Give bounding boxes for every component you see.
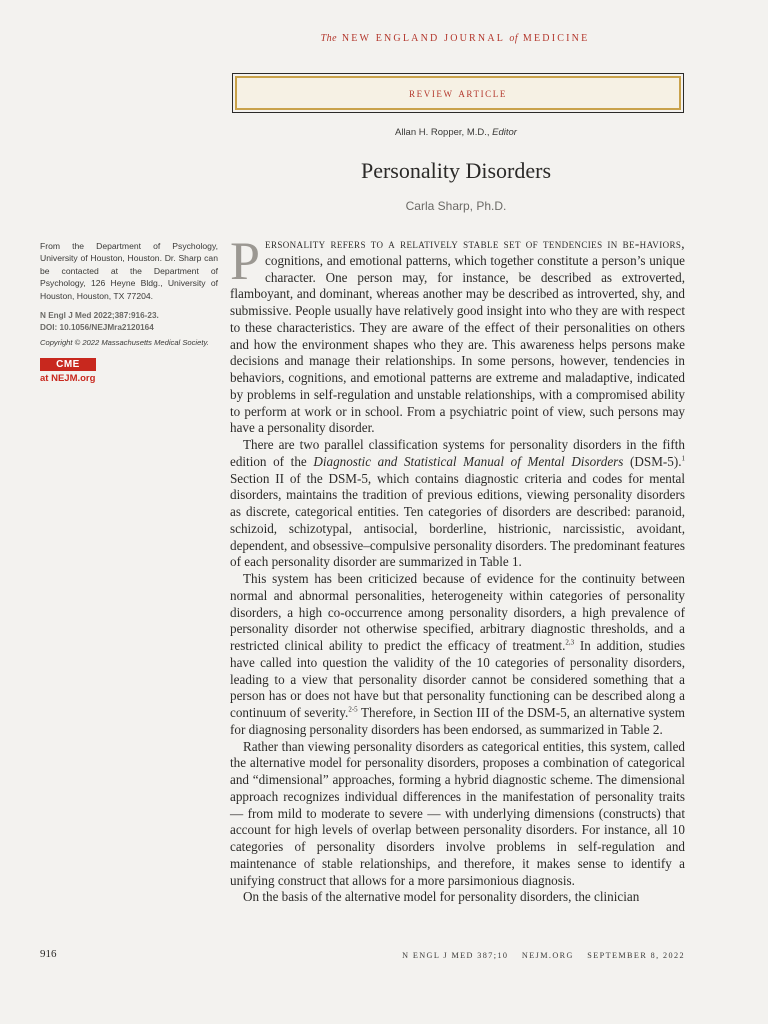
paragraph-1-text: cognitions, and emotional patterns, which together constitute a person’s unique character. One person may, for instance, be described as extroverted, flamboyant, and dominant, whereas another may be described as introverted, shy, and submissive. People usually have relatively good insight into who they are with respect to these characteristics. They are aware of the effect of their personalities on others and how the environment shapes who they are. This awareness helps persons make decisions and manage their relationships. In some persons, however, tendencies in behaviors, cognitions, and emotional patterns are extreme and maladaptive, indicated by problems in self-regulation and unstable relationships, with a compromised ability to perform at work or in school. From a psychiatric point of view, such persons may have a personality disorder. — [230, 252, 685, 436]
journal-header — [230, 33, 680, 44]
cme-link[interactable]: at NEJM.org — [40, 373, 96, 384]
dsm-title: Diagnostic and Statistical Manual of Mental Disorders — [313, 453, 624, 469]
lead-in-text: ersonality refers to a relatively stable set of tendencies in be-haviors, — [265, 236, 685, 251]
editor-role: Editor — [492, 127, 517, 138]
article-author: Carla Sharp, Ph.D. — [405, 199, 507, 213]
paragraph-3-text-c: Therefore, in Section III of the DSM-5, an alternative system for diagnosing personality disorders has been endorsed, as summarized in Table 2. — [230, 705, 685, 737]
paragraph-5: On the basis of the alternative model for personality disorders, the clinician — [243, 889, 640, 905]
reference-marker[interactable]: 1 — [681, 454, 685, 463]
paragraph-2-text-a: There are two parallel classification systems for personality disorders in the fifth edition of the — [230, 437, 685, 469]
paragraph-3-text-b: In addition, studies have called into question the validity of the 10 categories of personality disorders, leading to a view that personality disorder cannot be considered something that a person has or does not have but that personality functioning can be described along a continuum of severity. — [230, 638, 686, 720]
footer-site[interactable]: NEJM.ORG — [521, 951, 574, 960]
editor-name: Allan H. Ropper, M.D., — [395, 127, 490, 138]
cme-badge[interactable]: CME — [40, 358, 96, 371]
article-type-banner — [232, 73, 684, 113]
paragraph-2 — [230, 437, 685, 571]
sidebar — [40, 240, 218, 349]
paragraph-2-text-b: (DSM-5). — [623, 453, 682, 469]
page-number: 916 — [40, 948, 57, 960]
editor-line — [230, 127, 682, 138]
citation — [40, 310, 218, 334]
footer-date: SEPTEMBER 8, 2022 — [587, 951, 685, 960]
paragraph-4: Rather than viewing personality disorders as categorical entities, this system, called the alternative model for personality disorders, proposes a combination of categorical and “dimensional” approaches, forming a hybrid diagnostic scheme. The dimensional approach recognizes individual differences in the manifestation of personality traits — from mild to moderate to severe — with underlying dimensions (constructs) that account for high levels of overlap between personality disorders. For instance, all 10 categories of personality disorders involve problems in self-regulation and maintenance of stable relationships, and therefore, it makes sense to identify a unifying construct that allows for a more parsimonious diagnosis. — [230, 738, 685, 888]
article-type-label: review article — [409, 85, 507, 100]
paragraph-3 — [230, 571, 685, 739]
journal-header-the: The — [320, 33, 338, 44]
paragraph-2-text-c: Section II of the DSM-5, which contains diagnostic criteria and codes for mental disorders, maintains the tradition of previous editions, viewing personality disorders as discrete, categorical entities. Ten categories of disorders are described: paranoid, schizoid, schizotypal, antisocial, borderline, histrionic, narcissistic, avoidant, dependent, and obsessive–compulsive personality disorders. The predominant features of each personality disorder are summarized in Table 1. — [230, 470, 685, 570]
author-affiliation: From the Department of Psychology, University of Houston, Houston. Dr. Sharp can be contacted at the Department of Psychology, 126 Heyne Bldg., University of Houston, Houston, TX 77204. — [40, 241, 218, 301]
article-body — [230, 231, 686, 906]
cme-block[interactable] — [40, 358, 96, 384]
footer-journal: N ENGL J MED 387;10 — [402, 951, 509, 960]
journal-header-name-2: MEDICINE — [522, 33, 590, 44]
paragraph-3-text-a: This system has been criticized because of evidence for the continuity between normal and abnormal personalities, heterogeneity within categories of personality disorders, a high co-occurrence among personality disorders, a high prevalence of personality disorder not otherwise specified, arbitrary diagnostic thresholds, and a restricted clinical ability to predict the efficacy of treatment. — [230, 571, 685, 653]
journal-header-of: of — [509, 33, 519, 44]
citation-doi[interactable]: DOI: 10.1056/NEJMra2120164 — [40, 323, 154, 333]
page-footer — [240, 951, 685, 960]
drop-cap: P — [230, 231, 261, 291]
citation-reference: N Engl J Med 2022;387:916-23. — [40, 311, 159, 321]
journal-header-name-1: NEW ENGLAND JOURNAL — [341, 33, 505, 44]
article-title: Personality Disorders — [360, 158, 552, 183]
copyright-notice: Copyright © 2022 Massachusetts Medical Society. — [40, 338, 209, 348]
reference-marker[interactable]: 2,3 — [565, 638, 575, 647]
reference-marker[interactable]: 2-5 — [348, 705, 358, 714]
paragraph-1 — [230, 231, 685, 437]
